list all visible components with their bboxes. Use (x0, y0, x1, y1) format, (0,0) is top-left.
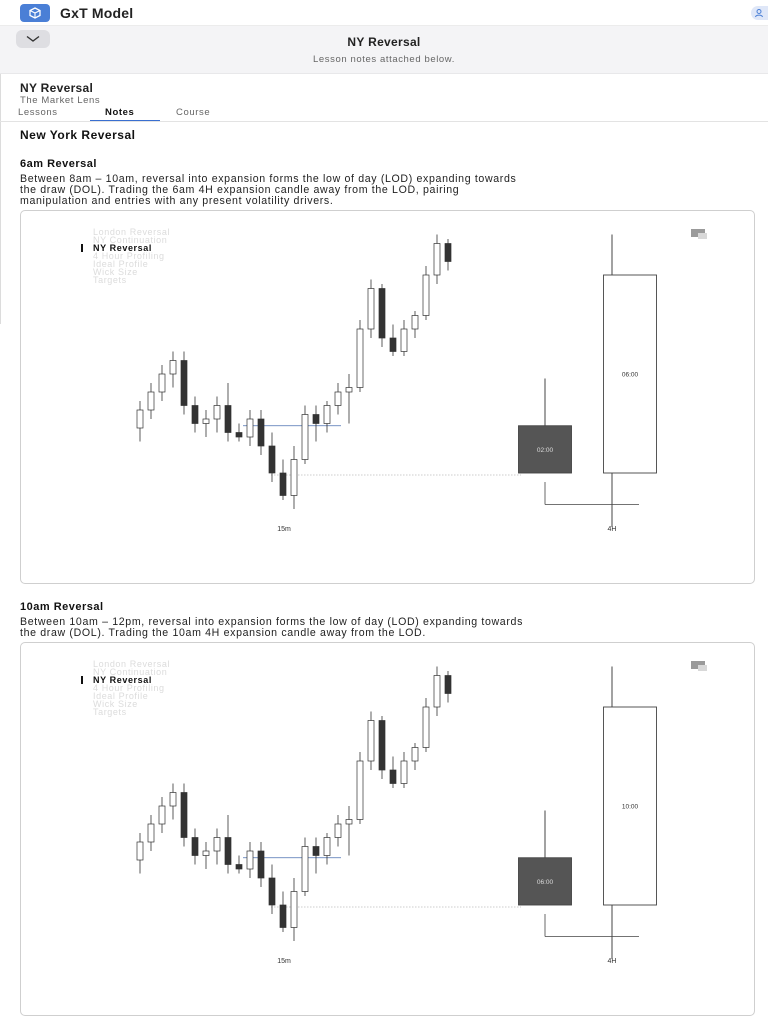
candle-body (368, 721, 374, 762)
section-text-line: the draw (DOL). Trading the 10am 4H expansion candle away from the LOD. (20, 627, 426, 639)
chart-legend (81, 660, 170, 716)
candle-body (159, 806, 165, 824)
course-title: NY Reversal (20, 81, 94, 95)
section-text-line: Between 10am – 12pm, reversal into expansion forms the low of day (LOD) expanding towards (20, 616, 524, 628)
candle-body (379, 289, 385, 339)
app-logo-icon (20, 4, 50, 22)
candle-body (258, 851, 264, 878)
candle-body (214, 838, 220, 852)
legend-item: London Reversal (93, 227, 171, 237)
h4-candle-label: 10:00 (621, 803, 639, 811)
legend-item: Targets (93, 707, 127, 717)
candle-body (324, 406, 330, 424)
app-title: GxT Model (60, 5, 134, 21)
candle-body (247, 851, 253, 869)
candle-body (148, 824, 154, 842)
candle-body (302, 415, 308, 460)
candle-body (335, 392, 341, 406)
legend-item: Targets (93, 275, 127, 285)
candle-body (291, 892, 297, 928)
candle-body (170, 361, 176, 375)
tab-course[interactable]: Course (176, 107, 211, 118)
candle-body (269, 446, 275, 473)
candle-body (390, 338, 396, 352)
candle-body (357, 761, 363, 820)
candle-body (236, 433, 242, 438)
candle-body (445, 676, 451, 694)
candle-body (412, 748, 418, 762)
candle-body (225, 406, 231, 433)
candle-body (313, 415, 319, 424)
chart-card (20, 210, 755, 584)
candle-body (159, 374, 165, 392)
section-text-line: Between 8am – 10am, reversal into expansion forms the low of day (LOD) expanding towards (20, 173, 517, 185)
sidebar-divider (0, 74, 1, 324)
candle-body (148, 392, 154, 410)
h4-candle-label: 06:00 (536, 878, 554, 886)
legend-item-active: NY Reversal (81, 676, 170, 684)
legend-item: 4 Hour Profiling (93, 251, 165, 261)
chart-card (20, 642, 755, 1016)
candle-body (181, 361, 187, 406)
chart-legend (81, 228, 170, 284)
candle-body (445, 244, 451, 262)
legend-item: Ideal Profile (93, 259, 149, 269)
candle-body (434, 244, 440, 276)
candle-body (423, 275, 429, 316)
candle-body (379, 721, 385, 771)
candle-body (181, 793, 187, 838)
legend-item: Ideal Profile (93, 691, 149, 701)
h4-candle-label: 06:00 (621, 371, 639, 379)
candle-body (258, 419, 264, 446)
candle-body (137, 842, 143, 860)
candle-body (170, 793, 176, 807)
candle-body (192, 838, 198, 856)
tab-notes[interactable]: Notes (105, 107, 135, 118)
timeframe-label-4h: 4H (607, 526, 617, 533)
candle-body (291, 460, 297, 496)
candle-body (324, 838, 330, 856)
legend-item: London Reversal (93, 659, 171, 669)
candle-body (346, 820, 352, 825)
candle-body (335, 824, 341, 838)
candle-body (357, 329, 363, 388)
timeframe-label-4h: 4H (607, 958, 617, 965)
timeframe-label-15m: 15m (277, 958, 291, 965)
candle-body (192, 406, 198, 424)
candle-body (203, 419, 209, 424)
candle-body (214, 406, 220, 420)
legend-item-active: NY Reversal (81, 244, 170, 252)
legend-item: 4 Hour Profiling (93, 683, 165, 693)
candle-body (368, 289, 374, 330)
candle-body (302, 847, 308, 892)
section-title: 6am Reversal (20, 158, 97, 170)
tabs-divider (0, 121, 768, 122)
window-icon (698, 233, 707, 239)
timeframe-label-15m: 15m (277, 526, 291, 533)
candle-body (423, 707, 429, 748)
section-text-line: the draw (DOL). Trading the 6am 4H expansion candle away from the LOD, pairing (20, 184, 460, 196)
candle-body (412, 316, 418, 330)
app-titlebar (0, 0, 768, 26)
lesson-subtitle: Lesson notes attached below. (313, 54, 455, 65)
candle-body (269, 878, 275, 905)
legend-item: NY Continuation (93, 235, 168, 245)
legend-item: NY Continuation (93, 667, 168, 677)
h4-candle-label: 02:00 (536, 446, 554, 454)
candle-body (225, 838, 231, 865)
tab-lessons[interactable]: Lessons (18, 107, 58, 118)
candle-body (280, 473, 286, 496)
candle-body (434, 676, 440, 708)
candle-body (236, 865, 242, 870)
candle-body (401, 761, 407, 784)
section-text-line: manipulation and entries with any present volatility drivers. (20, 195, 334, 207)
candle-body (401, 329, 407, 352)
candle-body (137, 410, 143, 428)
section-title: 10am Reversal (20, 601, 104, 613)
candle-body (280, 905, 286, 928)
course-author: The Market Lens (20, 95, 101, 106)
legend-item: Wick Size (93, 267, 138, 277)
candle-body (346, 388, 352, 393)
window-icon (698, 665, 707, 671)
candle-body (203, 851, 209, 856)
lesson-header (0, 26, 768, 74)
user-icon[interactable] (751, 6, 768, 20)
candle-body (390, 770, 396, 784)
notes-heading: New York Reversal (20, 128, 136, 142)
candle-body (247, 419, 253, 437)
legend-item: Wick Size (93, 699, 138, 709)
lesson-title: NY Reversal (347, 35, 421, 49)
candle-body (313, 847, 319, 856)
